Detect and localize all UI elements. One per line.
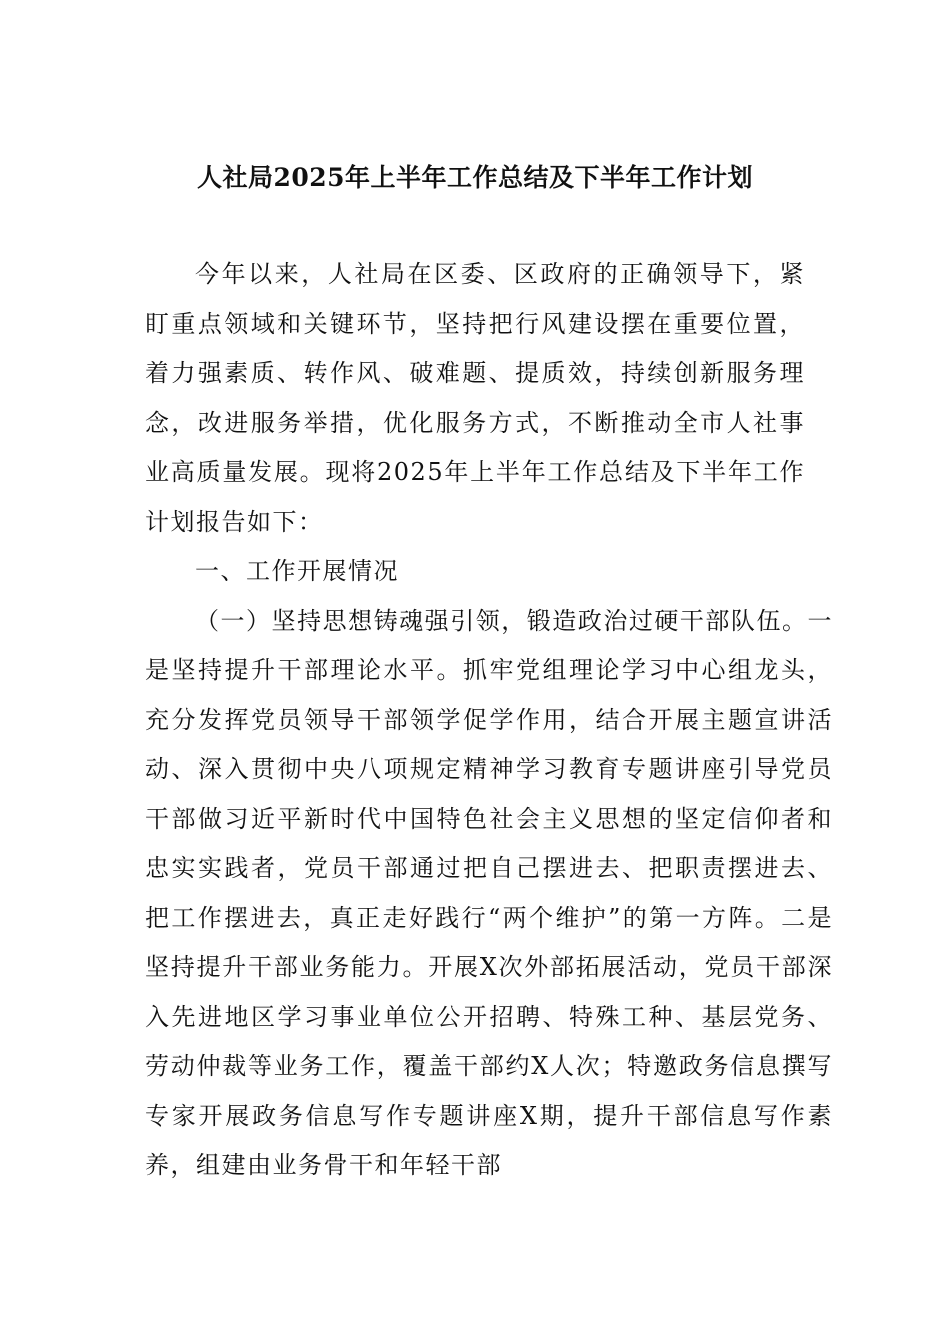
document-body bbox=[145, 250, 833, 1191]
body-paragraph: （一）坚持思想铸魂强引领，锻造政治过硬干部队伍。一是坚持提升干部理论水平。抓牢党组理论学习中心组龙头，充分发挥党员领导干部领学促学作用，结合开展主题宣讲活动、深入贯彻中央八项规定精神学习教育专题讲座引导党员干部做习近平新时代中国特色社会主义思想的坚定信仰者和忠实实践者，党员干部通过把自己摆进去、把职责摆进去、把工作摆进去，真正走好践行“两个维护”的第一方阵。二是坚持提升干部业务能力。开展X次外部拓展活动，党员干部深入先进地区学习事业单位公开招聘、特殊工种、基层党务、劳动仲裁等业务工作，覆盖干部约X人次；特邀政务信息撰写专家开展政务信息写作专题讲座X期，提升干部信息写作素养，组建由业务骨干和年轻干部 bbox=[145, 606, 833, 1179]
intro-paragraph: 今年以来，人社局在区委、区政府的正确领导下，紧盯重点领域和关键环节，坚持把行风建设摆在重要位置，着力强素质、转作风、破难题、提质效，持续创新服务理念，改进服务举措，优化服务方式，不断推动全市人社事业高质量发展。现将2025年上半年工作总结及下半年工作计划报告如下： bbox=[145, 260, 805, 536]
section-heading: 一、工作开展情况 bbox=[195, 557, 399, 585]
document-title: 人社局2025年上半年工作总结及下半年工作计划 bbox=[196, 163, 754, 192]
